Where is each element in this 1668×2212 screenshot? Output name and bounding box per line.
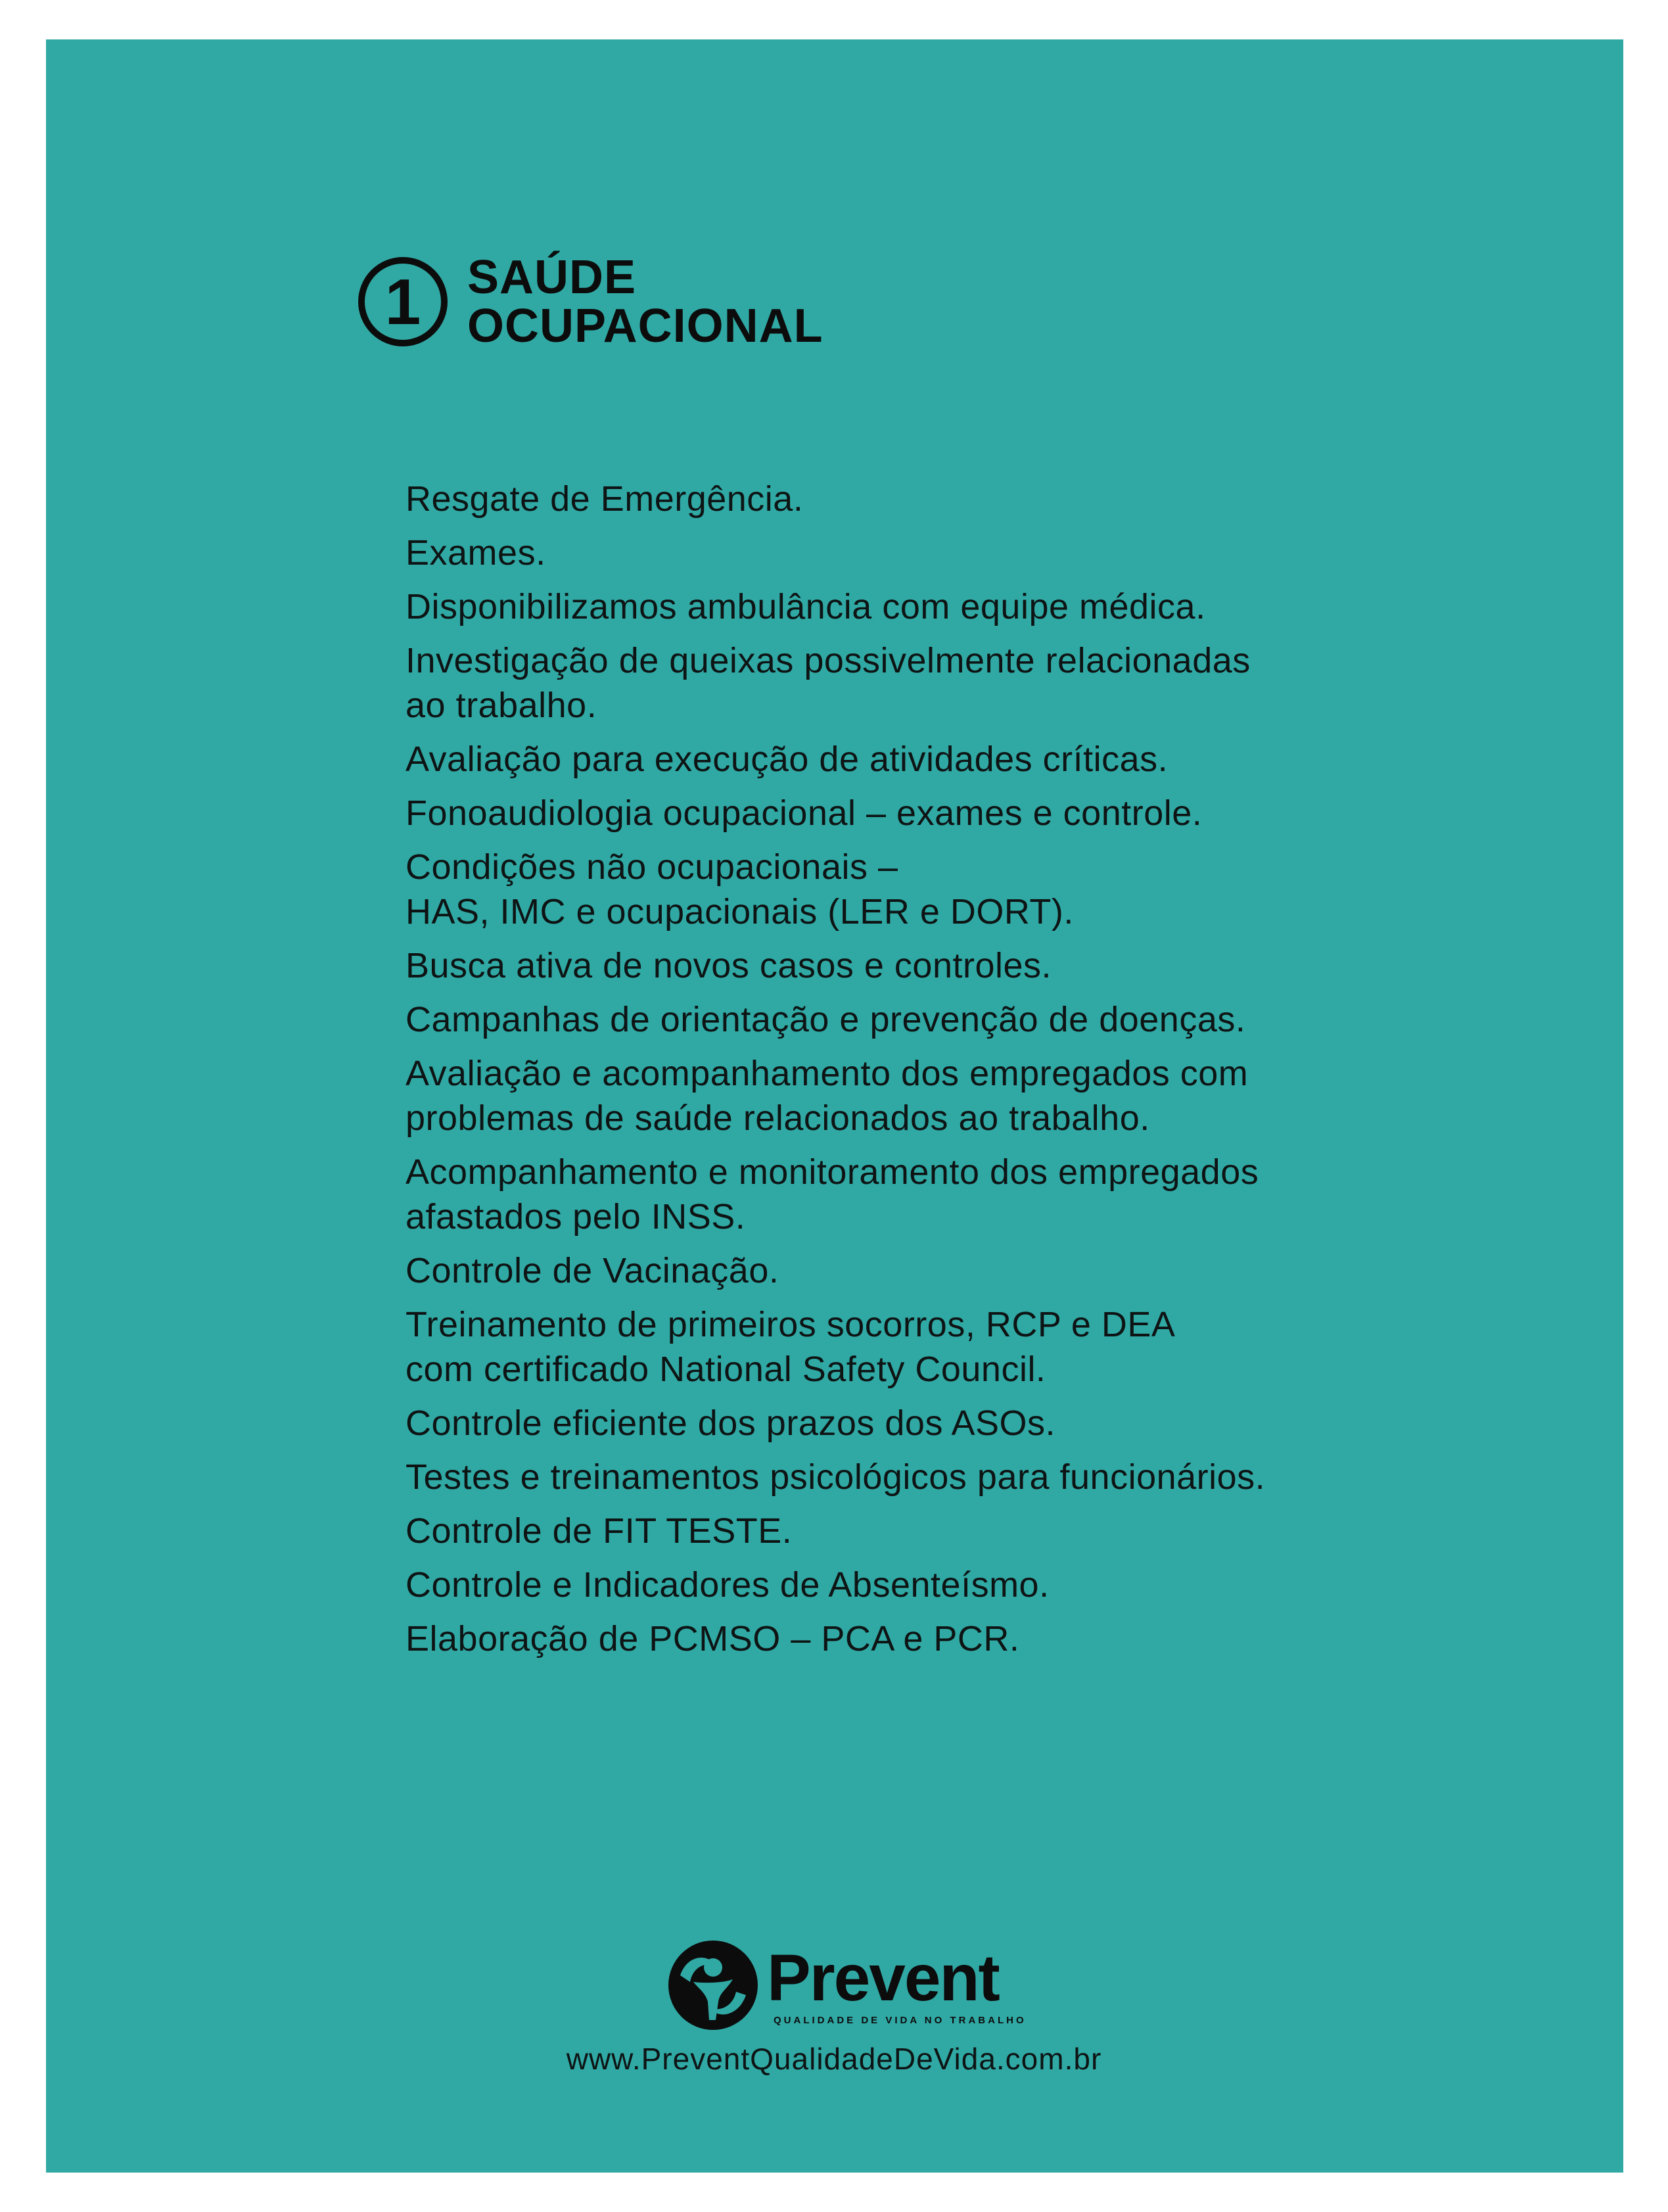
section-title-line-1: SAÚDE: [467, 251, 637, 304]
list-item: Disponibilizamos ambulância com equipe médica.: [405, 587, 1206, 626]
section-number: 1: [384, 266, 421, 338]
logo-text: [767, 1941, 1027, 2026]
website-url: www.PreventQualidadeDeVida.com.br: [566, 2042, 1102, 2076]
list-item: Controle de FIT TESTE.: [405, 1511, 793, 1551]
list-item: Resgate de Emergência.: [405, 479, 804, 519]
brand-tagline: QUALIDADE DE VIDA NO TRABALHO: [774, 2014, 1027, 2026]
list-item: Controle eficiente dos prazos dos ASOs.: [405, 1403, 1056, 1443]
brand-name: Prevent: [767, 1941, 999, 2015]
list-item: Fonoaudiologia ocupacional – exames e controle.: [405, 793, 1203, 833]
list-item: Exames.: [405, 533, 546, 573]
person-swirl-icon: [667, 1936, 759, 2035]
list-item: Avaliação para execução de atividades críticas.: [405, 740, 1169, 779]
list-item: Investigação de queixas possivelmente relacionadas ao trabalho.: [405, 641, 1251, 725]
prevent-logo: [667, 1936, 1027, 2035]
list-item: Condições não ocupacionais – HAS, IMC e ocupacionais (LER e DORT).: [405, 847, 1074, 931]
section-title: [467, 253, 823, 350]
services-list: [405, 477, 1457, 1670]
list-item: Acompanhamento e monitoramento dos empregados afastados pelo INSS.: [405, 1152, 1259, 1236]
section-number-badge: [358, 257, 448, 346]
list-item: Controle e Indicadores de Absenteísmo.: [405, 1565, 1050, 1605]
section-heading: [358, 253, 823, 350]
list-item: Controle de Vacinação.: [405, 1251, 779, 1290]
list-item: Testes e treinamentos psicológicos para funcionários.: [405, 1457, 1266, 1497]
list-item: Campanhas de orientação e prevenção de doenças.: [405, 1000, 1246, 1039]
list-item: Elaboração de PCMSO – PCA e PCR.: [405, 1619, 1020, 1659]
section-title-line-2: OCUPACIONAL: [467, 300, 823, 352]
list-item: Treinamento de primeiros socorros, RCP e DEA com certificado National Safety Council.: [405, 1305, 1176, 1389]
list-item: Busca ativa de novos casos e controles.: [405, 946, 1052, 985]
list-item: Avaliação e acompanhamento dos empregados com problemas de saúde relacionados ao trabalho.: [405, 1054, 1249, 1138]
